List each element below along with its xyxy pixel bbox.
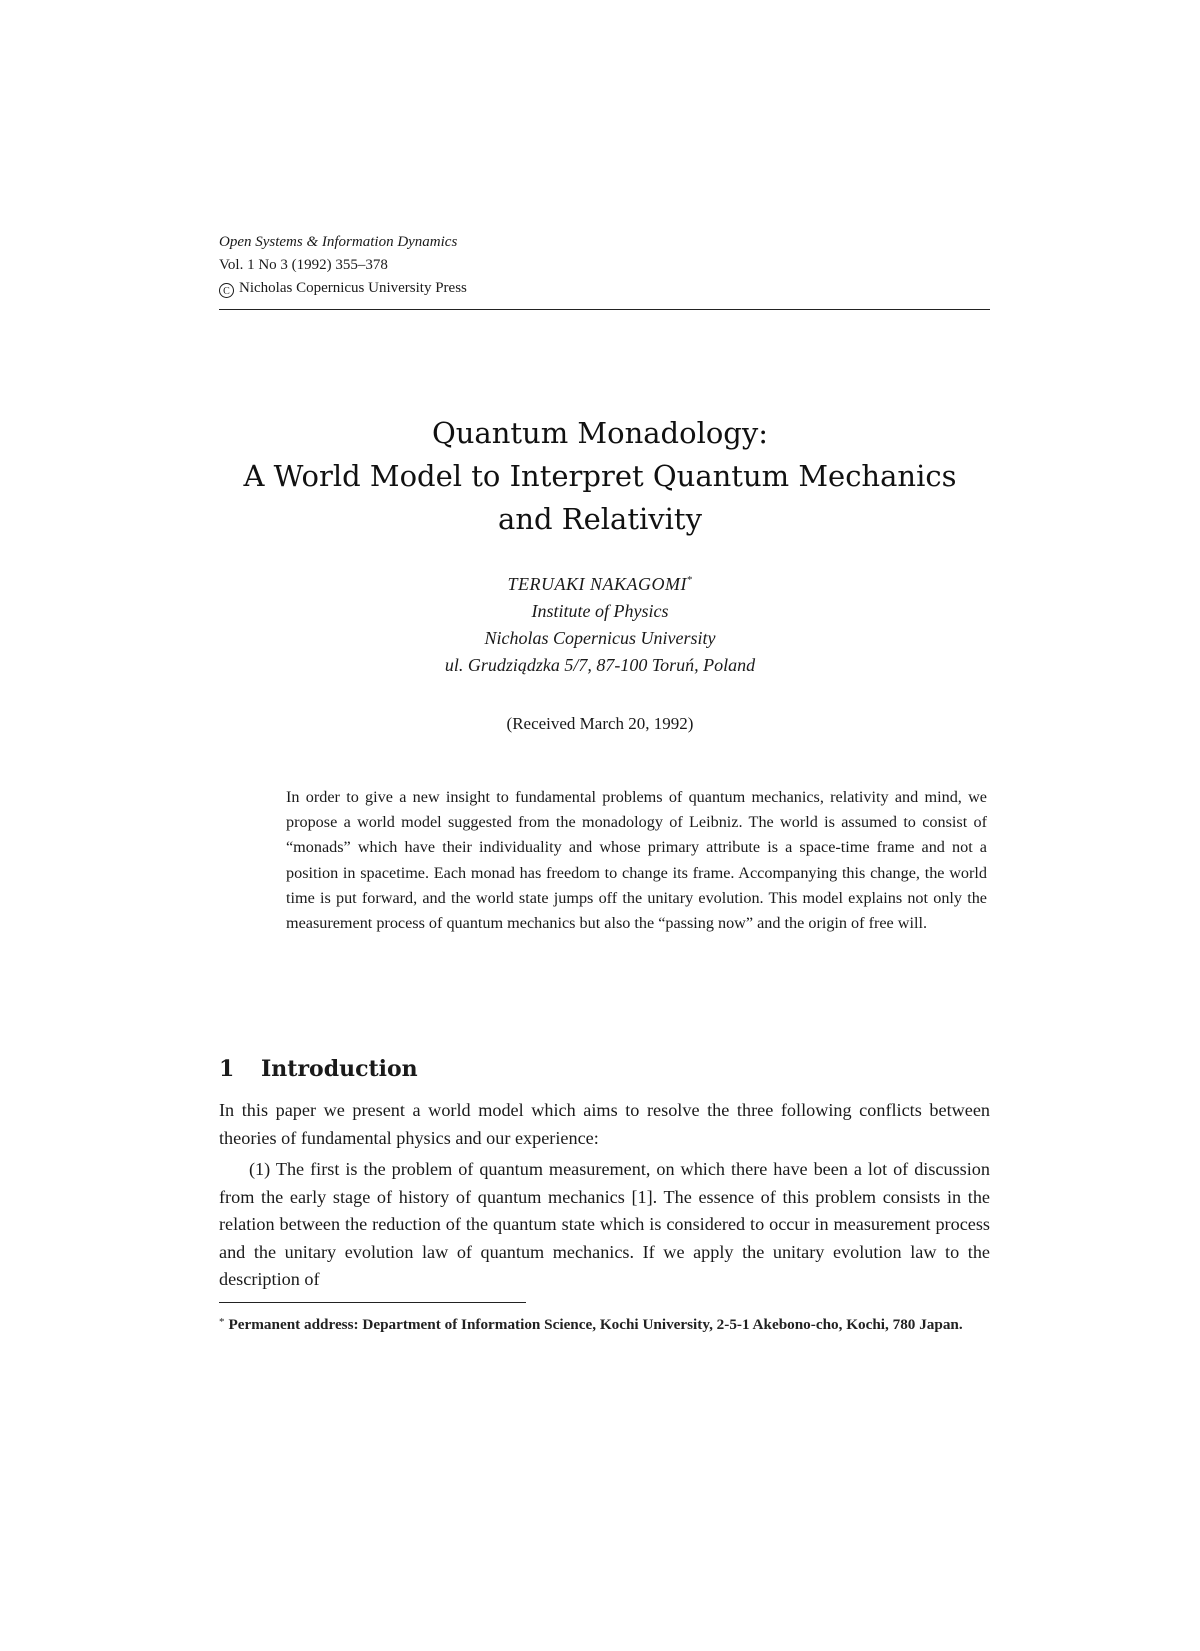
journal-header <box>219 231 467 300</box>
abstract: In order to give a new insight to fundamental problems of quantum mechanics, relativity and mind, we propose a world model suggested from the monadology of Leibniz. The world is assumed to consist of “monads” which have their individuality and whose primary attribute is a space-time frame and not a position in spacetime. Each monad has freedom to change its frame. Accompanying this change, the world time is put forward, and the world state jumps off the unitary evolution. This model explains not only the measurement process of quantum mechanics but also the “passing now” and the origin of free will. <box>286 788 987 933</box>
journal-name: Open Systems & Information Dynamics <box>219 234 458 250</box>
affiliation-line-3: ul. Grudziądzka 5/7, 87-100 Toruń, Poland <box>444 655 756 675</box>
author-name: TERUAKI NAKAGOMI <box>507 574 687 594</box>
journal-publisher-line <box>219 277 467 300</box>
author-line <box>300 567 900 598</box>
body-paragraph-2: (1) The first is the problem of quantum measurement, on which there have been a lot of discussion from the early stage of history of quantum mechanics [1]. The essence of this problem consists in the relation between the reduction of the quantum state which is considered to occur in measurement process and the unitary evolution law of quantum mechanics. If we apply the unitary evolution law to the description of <box>219 1159 990 1289</box>
header-divider <box>219 309 990 310</box>
author-footnote-mark: * <box>686 574 693 586</box>
footnote-text: Permanent address: Department of Information Science, Kochi University, 2-5-1 Akebono-cho, Kochi, 780 Japan. <box>228 1316 963 1333</box>
journal-publisher: Nicholas Copernicus University Press <box>239 280 467 296</box>
body-paragraph-1: In this paper we present a world model which aims to resolve the three following conflicts between theories of fundamental physics and our experience: <box>219 1100 990 1148</box>
paper-title <box>150 412 1050 541</box>
title-line-1: Quantum Monadology: <box>431 416 769 450</box>
received-date: (Received March 20, 1992) <box>506 714 694 733</box>
section-heading <box>219 1054 418 1084</box>
journal-volume: Vol. 1 No 3 (1992) 355–378 <box>219 257 388 273</box>
affiliation-line-2: Nicholas Copernicus University <box>484 628 716 648</box>
title-line-3: and Relativity <box>498 502 702 536</box>
body-text <box>219 1097 990 1298</box>
footnote-mark: * <box>219 1316 225 1328</box>
footnote-divider <box>219 1302 526 1303</box>
title-line-2: A World Model to Interpret Quantum Mechanics <box>243 459 957 493</box>
footnote <box>219 1311 990 1336</box>
author-block <box>300 567 900 679</box>
copyright-icon: C <box>219 283 234 298</box>
section-title: Introduction <box>261 1056 418 1082</box>
affiliation-line-1: Institute of Physics <box>531 601 669 621</box>
section-number: 1 <box>219 1056 235 1082</box>
